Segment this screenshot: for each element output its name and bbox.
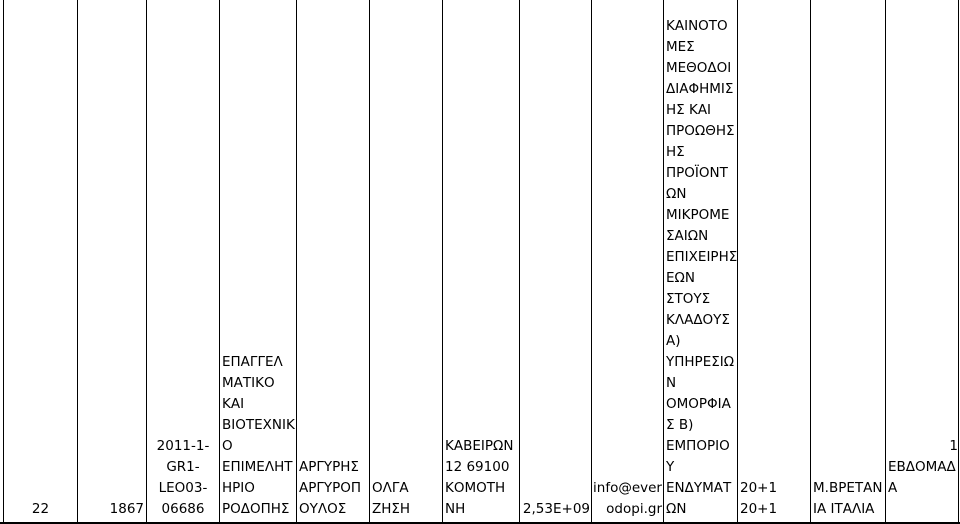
cell-duration-line: 1: [949, 438, 958, 454]
cell-phone[interactable]: 2,53E+09: [522, 501, 590, 517]
column-border: [810, 0, 811, 524]
cell-address[interactable]: ΚΑΒΕΙΡΩΝ 12 69100 ΚΟΜΟΤΗ ΝΗ: [445, 438, 514, 517]
cell-countries[interactable]: Μ.ΒΡΕΤΑΝ ΙΑ ΙΤΑΛΙΑ: [813, 480, 883, 517]
column-border: [591, 0, 592, 524]
cell-duration-line: ΕΒΔΟΜΑΔ: [888, 459, 956, 475]
column-border: [958, 0, 959, 524]
column-border: [3, 0, 4, 524]
column-border: [519, 0, 520, 524]
column-border: [369, 0, 370, 524]
cell-contact-person-2[interactable]: ΟΛΓΑ ΖΗΣΗ: [372, 480, 411, 517]
column-border: [442, 0, 443, 524]
cell-duration-line: Α: [888, 480, 898, 496]
cell-duration-text: [886, 436, 958, 499]
cell-organization[interactable]: ΕΠΑΓΓΕΛ ΜΑΤΙΚΟ ΚΑΙ ΒΙΟΤΕΧΝΙΚ Ο ΕΠΙΜΕΛΗΤ ΗΡΙΟ ΡΟΔΟΠΗΣ: [222, 354, 295, 517]
column-border: [77, 0, 78, 524]
cell-duration[interactable]: [886, 415, 958, 520]
cell-row-number[interactable]: 22: [31, 501, 50, 517]
cell-project-code[interactable]: 2011-1- GR1- LEO03- 06686: [156, 438, 210, 517]
cell-contact-person-1[interactable]: ΑΡΓΥΡΗΣ ΑΡΓΥΡΟΠ ΟΥΛΟΣ: [299, 459, 362, 517]
column-border: [737, 0, 738, 524]
cell-id[interactable]: 1867: [109, 501, 144, 517]
cell-participants[interactable]: 20+1 20+1: [740, 480, 778, 517]
cell-description[interactable]: ΚΑΙΝΟΤΟ ΜΕΣ ΜΕΘΟΔΟΙ ΔΙΑΦΗΜΙΣ ΗΣ ΚΑΙ ΠΡΟΩΘΗΣ ΗΣ ΠΡΟΪΟΝΤ ΩΝ ΜΙΚΡΟΜΕ ΣΑΙΩΝ ΕΠΙΧΕΙΡΗΣ ΕΩΝ ΣΤΟΥΣ ΚΛΑΔΟΥΣ Α) ΥΠΗΡΕΣΙΩ Ν ΟΜΟΡΦΙΑ Σ Β) ΕΜΠΟΡΙΟ Υ ΕΝΔΥΜΑΤ ΩΝ: [666, 18, 738, 517]
column-border: [296, 0, 297, 524]
column-border: [219, 0, 220, 524]
cell-email[interactable]: info@ever odopi.gr: [593, 480, 662, 517]
column-border: [663, 0, 664, 524]
